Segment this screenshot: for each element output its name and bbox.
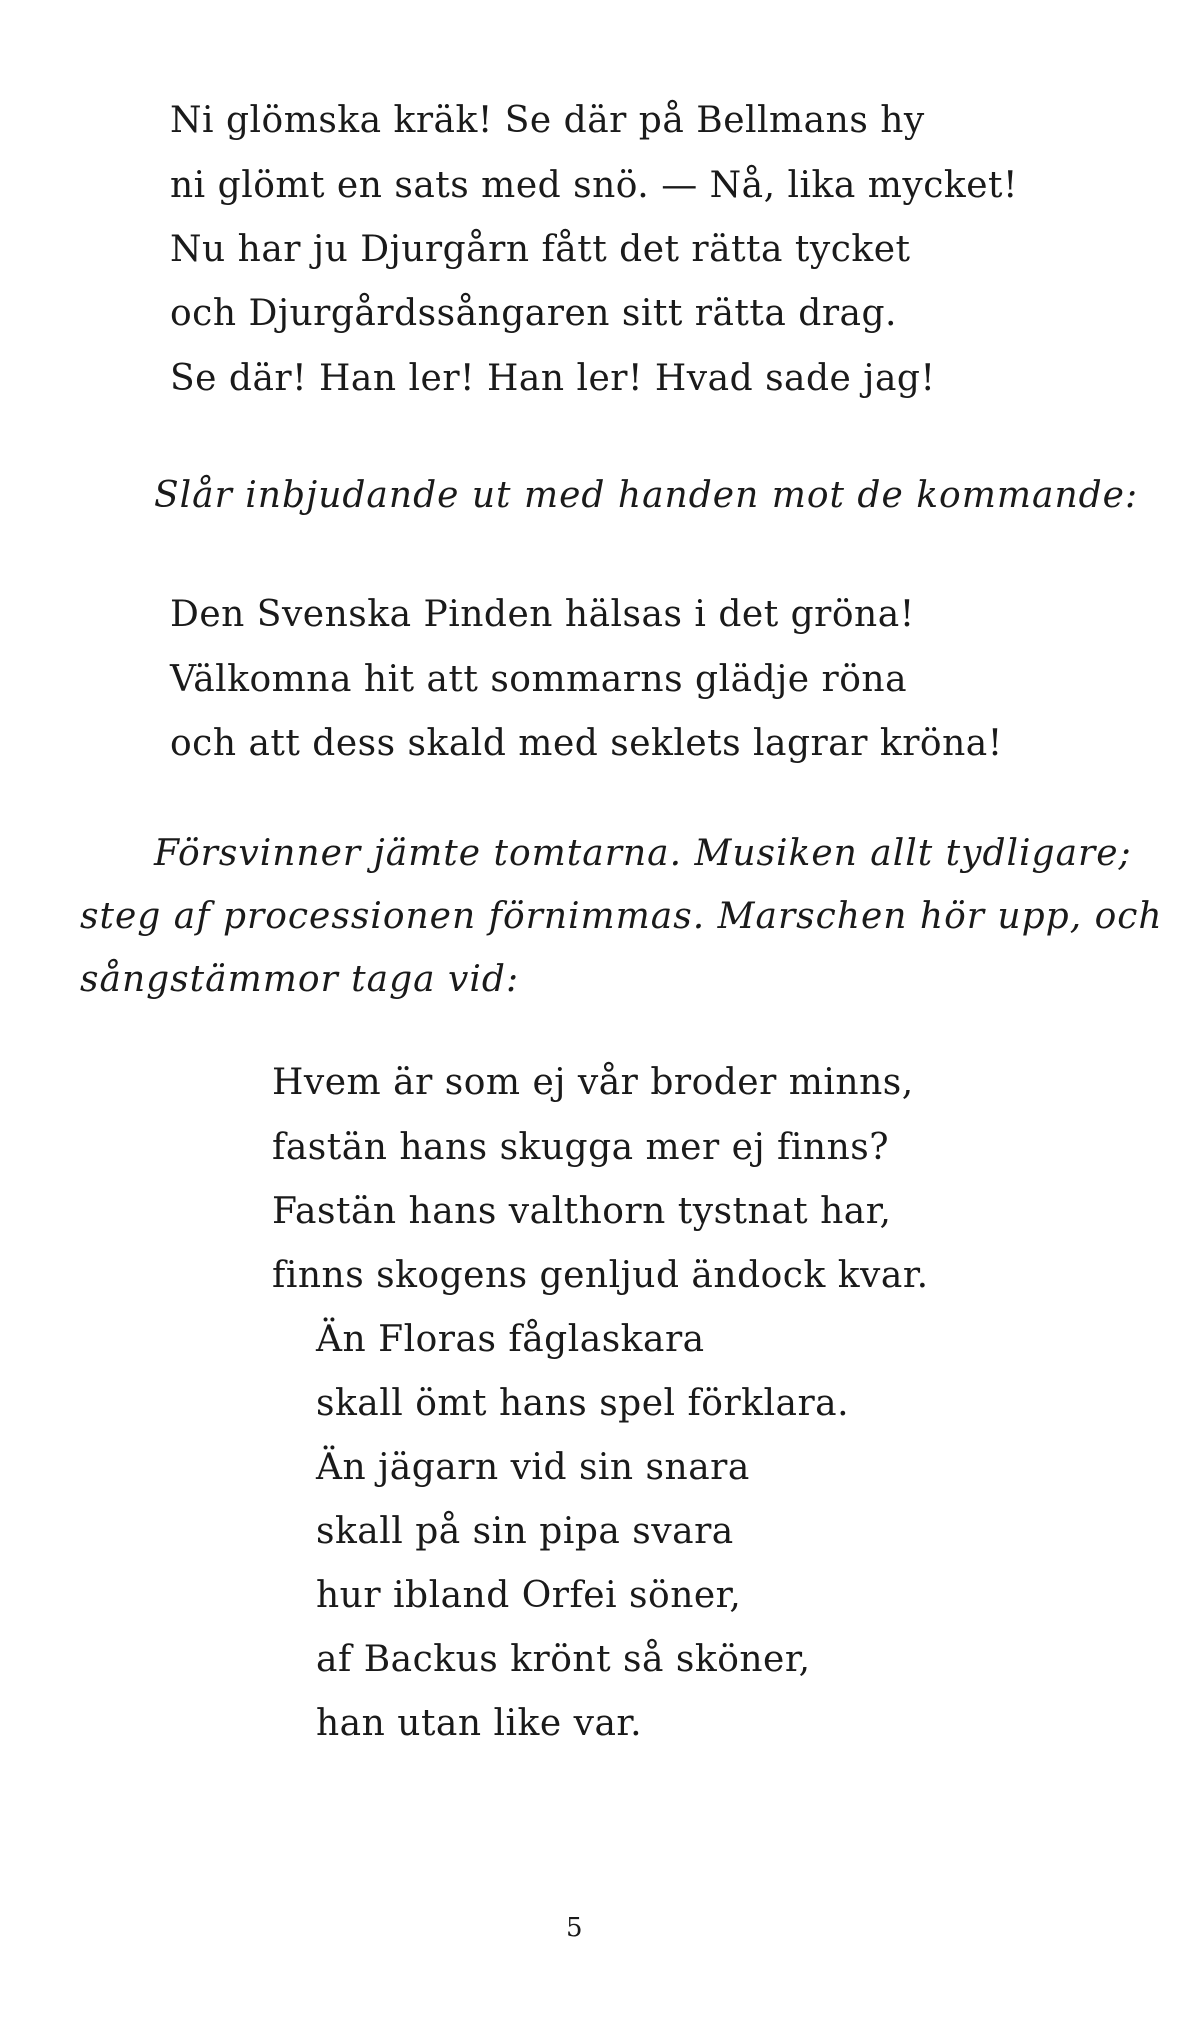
stage-direction: Slår inbjudande ut med handen mot de kommande: — [154, 475, 1139, 516]
song-line: hur ibland Orfei söner, — [316, 1575, 742, 1616]
song-line: Än jägarn vid sin snara — [316, 1447, 750, 1488]
stage-direction: steg af processionen förnimmas. Marschen hör upp, och — [80, 896, 1163, 937]
song-line: Än Floras fåglaskara — [316, 1319, 705, 1360]
verse-line: och Djurgårdssångaren sitt rätta drag. — [170, 293, 897, 334]
stage-direction: Försvinner jämte tomtarna. Musiken allt tydligare; — [154, 833, 1132, 874]
verse-line: Ni glömska kräk! Se där på Bellmans hy — [170, 100, 925, 141]
verse-line: Nu har ju Djurgårn fått det rätta tycket — [170, 229, 911, 270]
song-line: fastän hans skugga mer ej finns? — [272, 1127, 890, 1168]
song-line: Fastän hans valthorn tystnat har, — [272, 1191, 892, 1232]
song-line: Hvem är som ej vår broder minns, — [272, 1062, 914, 1103]
verse-line: Välkomna hit att sommarns glädje röna — [170, 659, 908, 700]
song-line: af Backus krönt så sköner, — [316, 1639, 811, 1680]
verse-line: Se där! Han ler! Han ler! Hvad sade jag! — [170, 358, 936, 399]
verse-line: och att dess skald med seklets lagrar kröna! — [170, 723, 1003, 764]
page-number: 5 — [566, 1913, 583, 1943]
verse-line: ni glömt en sats med snö. — Nå, lika mycket! — [170, 165, 1018, 206]
song-line: finns skogens genljud ändock kvar. — [272, 1255, 929, 1296]
song-line: skall på sin pipa svara — [316, 1511, 734, 1552]
verse-line: Den Svenska Pinden hälsas i det gröna! — [170, 594, 915, 635]
song-line: han utan like var. — [316, 1703, 643, 1744]
stage-direction: sångstämmor taga vid: — [80, 959, 520, 1000]
song-line: skall ömt hans spel förklara. — [316, 1383, 850, 1424]
